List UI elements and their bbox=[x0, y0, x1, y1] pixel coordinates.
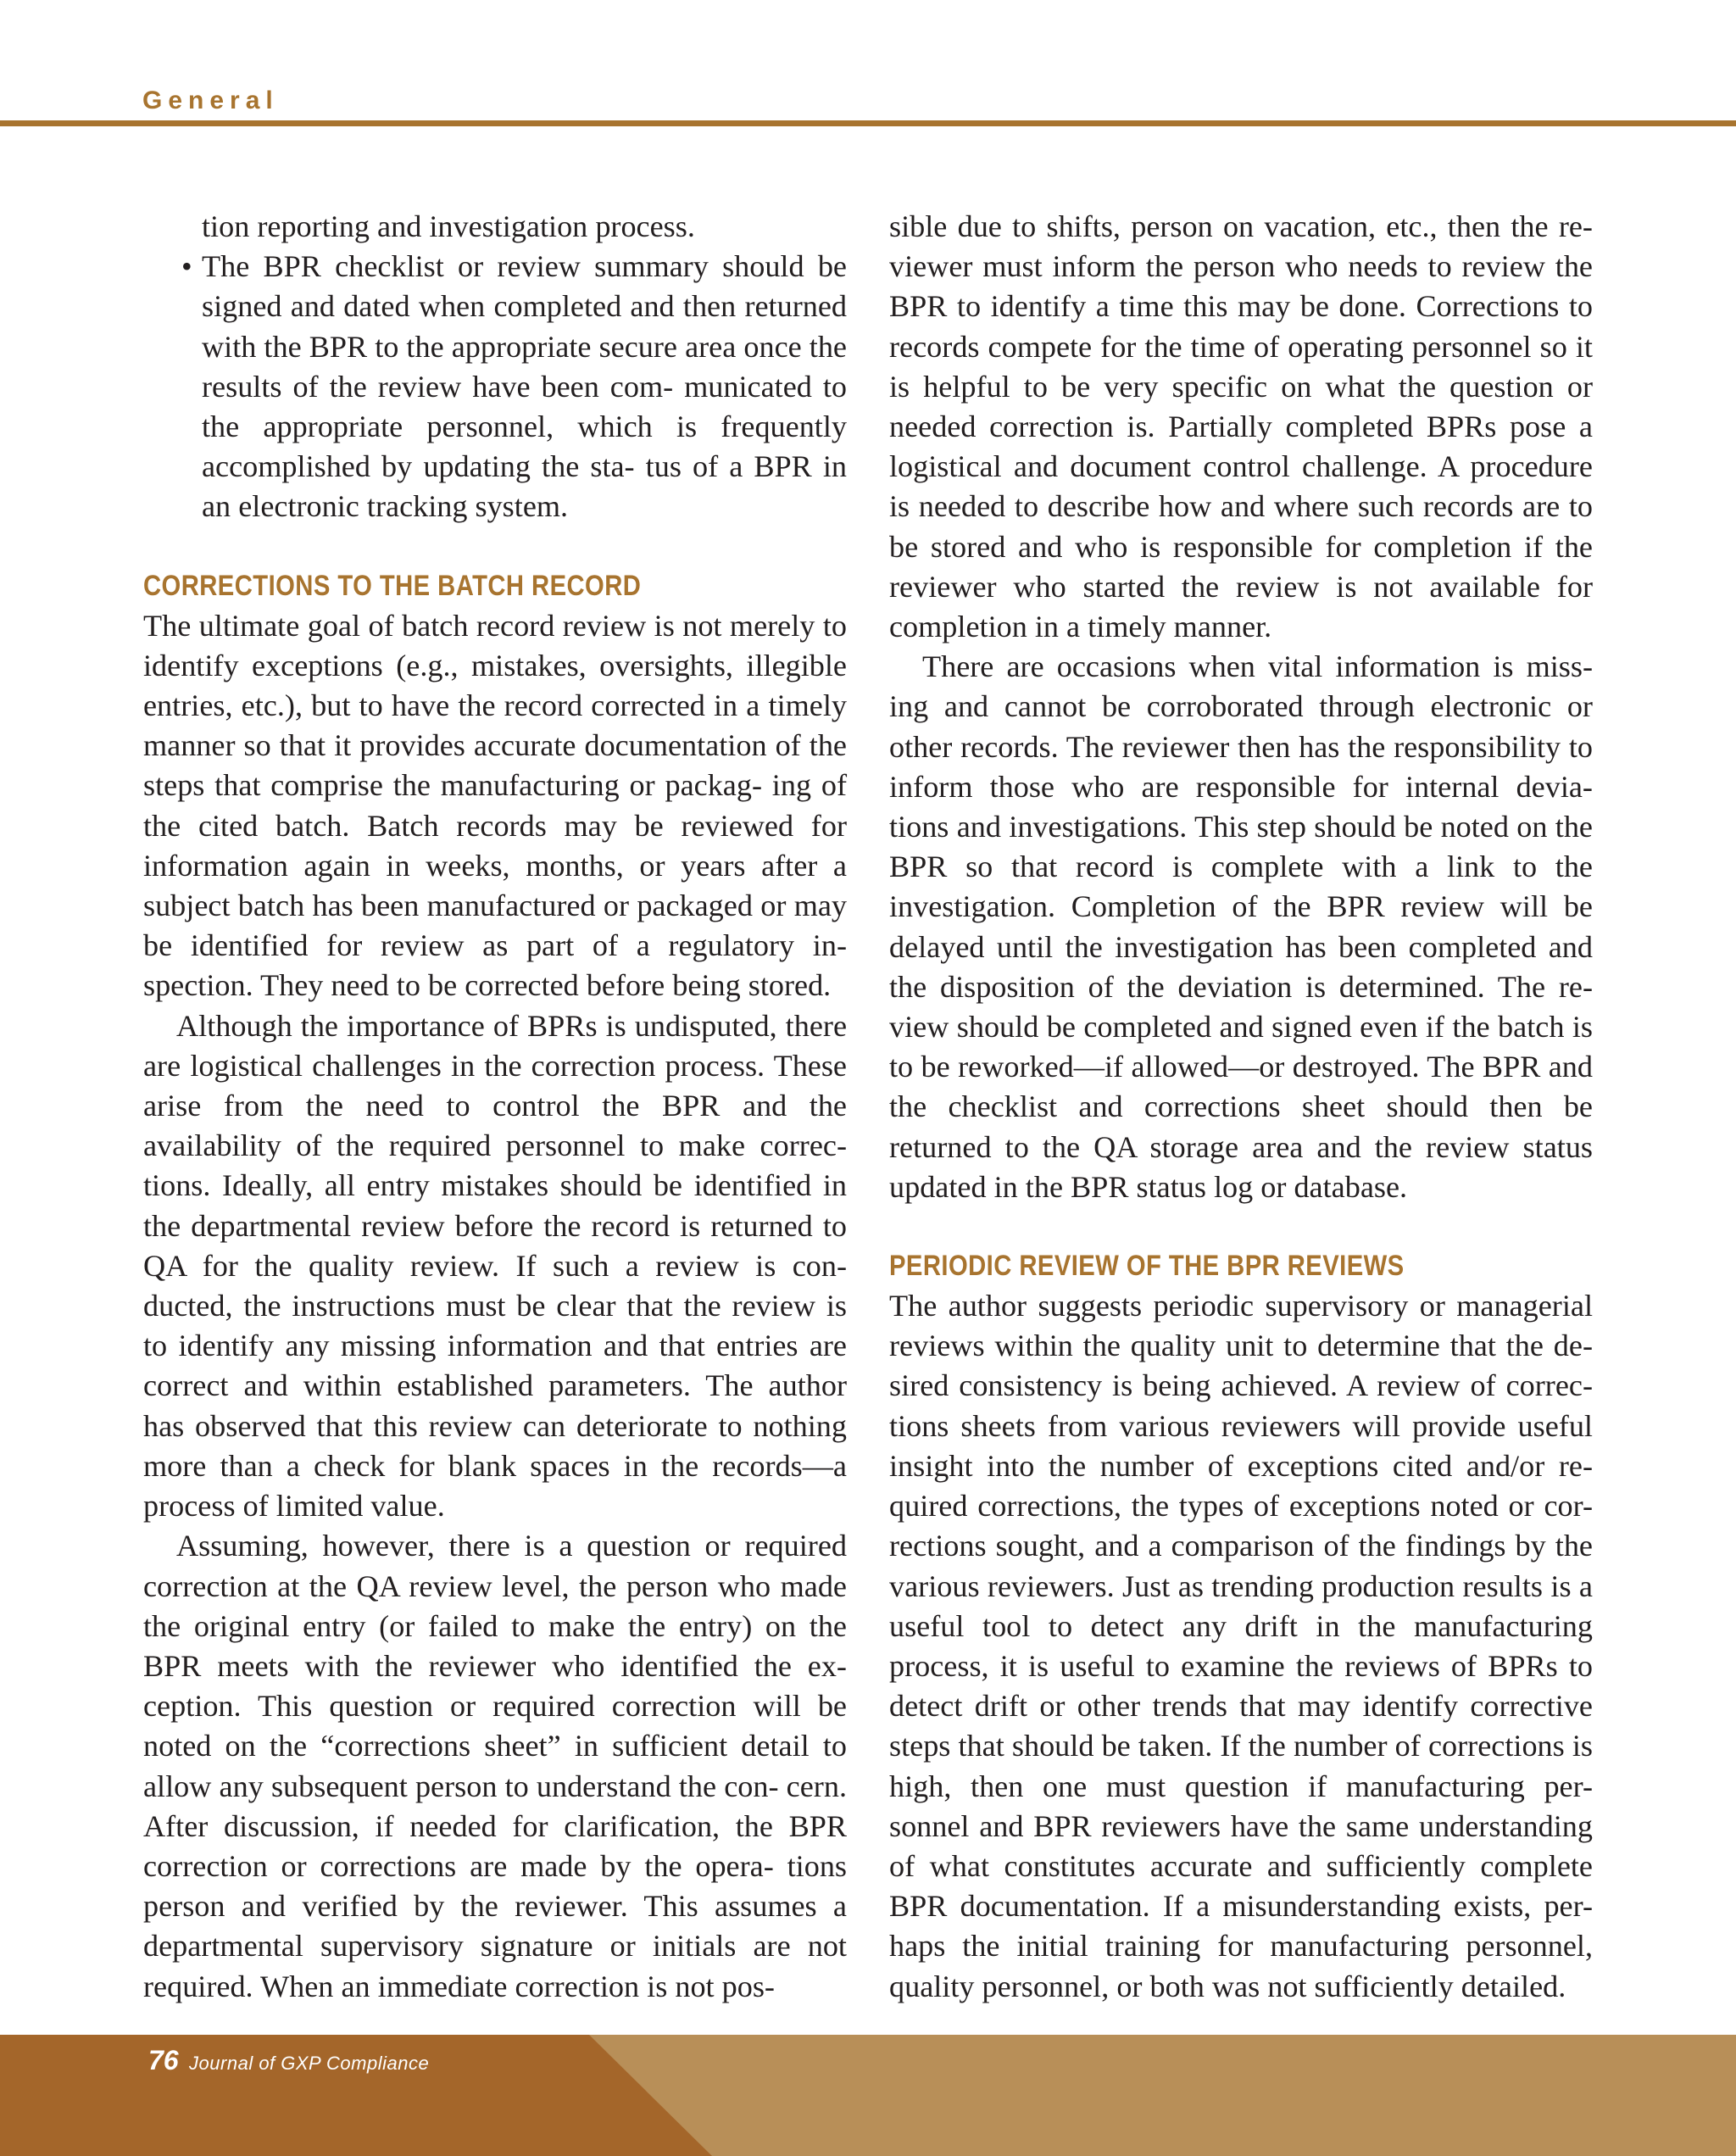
paragraph: The ultimate goal of batch record review is not merely to identify exceptions (e.g., mistakes, oversights, illegible entries, etc.), but to have the record corrected in a timely manner so that it provides accurate documentation of the steps that comprise the manufacturing or packag- ing of the cited batch. Batch records may be reviewed for information again in weeks, months, or years after a subject batch has been manufactured or packaged or may be identified for review as part of a regulatory in- spection. They need to be corrected before being stored. bbox=[143, 608, 847, 1003]
page-number: 76 bbox=[148, 2045, 179, 2075]
section-heading-corrections: CORRECTIONS TO THE BATCH RECORD bbox=[143, 569, 642, 602]
bullet-item bbox=[143, 247, 847, 526]
section-label: General bbox=[142, 86, 279, 114]
paragraph: sible due to shifts, person on vacation, etc., then the re- viewer must inform the person who needs to review the BPR to identify a time this may be done. Corrections to records compete for the time of operating personnel so it is helpful to be very specific on what the question or needed correction is. Partially completed BPRs pose a logistical and document control challenge. A procedure is needed to describe how and where such records are to be stored and who is responsible for completion if the reviewer who started the review is not available for completion in a timely manner. bbox=[889, 209, 1593, 644]
journal-name: Journal of GXP Compliance bbox=[189, 2053, 430, 2074]
paragraph: The author suggests periodic supervisory or managerial reviews within the quality unit to determine that the de- sired consistency is being achieved. A review of correc- tions sheets from various reviewers will provide useful insight into the number of exceptions cited and/or re- quired corrections, the types of exceptions noted or cor- rections sought, and a comparison of the findings by the various reviewers. Just as trending production results is a useful tool to detect any drift in the manufacturing process, it is useful to examine the reviews of BPRs to detect drift or other trends that may identify corrective steps that should be taken. If the number of corrections is high, then one must question if manufacturing per- sonnel and BPR reviewers have the same understanding of what constitutes accurate and sufficiently complete BPR documentation. If a misunderstanding exists, per- haps the initial training for manufacturing personnel, quality personnel, or both was not sufficiently detailed. bbox=[889, 1289, 1593, 2003]
right-column bbox=[889, 207, 1593, 2007]
left-column bbox=[143, 207, 847, 2007]
footer-text bbox=[148, 2045, 429, 2076]
paragraph: There are occasions when vital information is miss- ing and cannot be corroborated through electronic or other records. The reviewer then has the responsibility to inform those who are responsible for internal devia- tions and investigations. This step should be noted on the BPR so that record is complete with a link to the investigation. Completion of the BPR review will be delayed until the investigation has been completed and the disposition of the deviation is determined. The re- view should be completed and signed even if the batch is to be reworked—if allowed—or destroyed. The BPR and the checklist and corrections sheet should then be returned to the QA storage area and the review status updated in the BPR status log or database. bbox=[889, 649, 1593, 1204]
bullet-text: • The BPR checklist or review summary should be signed and dated when completed and then returned with the BPR to the appropriate secure area once the results of the review have been com- municated to the appropriate personnel, which is frequently accomplished by updating the sta- tus of a BPR in an electronic tracking system. bbox=[202, 249, 847, 524]
bullet-list bbox=[143, 247, 847, 526]
paragraph: Although the importance of BPRs is undisputed, there are logistical challenges in the correction process. These arise from the need to control the BPR and the availability of the required personnel to make correc- tions. Ideally, all entry mistakes should be identified in the departmental review before the record is returned to QA for the quality review. If such a review is con- ducted, the instructions must be clear that the review is to identify any missing information and that entries are correct and within established parameters. The author has observed that this review can deteriorate to nothing more than a check for blank spaces in the records—a process of limited value. bbox=[143, 1008, 847, 1524]
header-rule bbox=[0, 120, 1736, 126]
paragraph: Assuming, however, there is a question or required correction at the QA review level, the person who made the original entry (or failed to make the entry) on the BPR meets with the reviewer who identified the ex- ception. This question or required correction will be noted on the “corrections sheet” in sufficient detail to allow any subsequent person to understand the con- cern. After discussion, if needed for clarification, the BPR correction or corrections are made by the opera- tions person and verified by the reviewer. This assumes a departmental supervisory signature or initials are not required. When an immediate correction is not pos- bbox=[143, 1529, 847, 2003]
intro-continuation: tion reporting and investigation process. bbox=[202, 209, 695, 243]
section-heading-periodic-review: PERIODIC REVIEW OF THE BPR REVIEWS bbox=[889, 1250, 1405, 1283]
